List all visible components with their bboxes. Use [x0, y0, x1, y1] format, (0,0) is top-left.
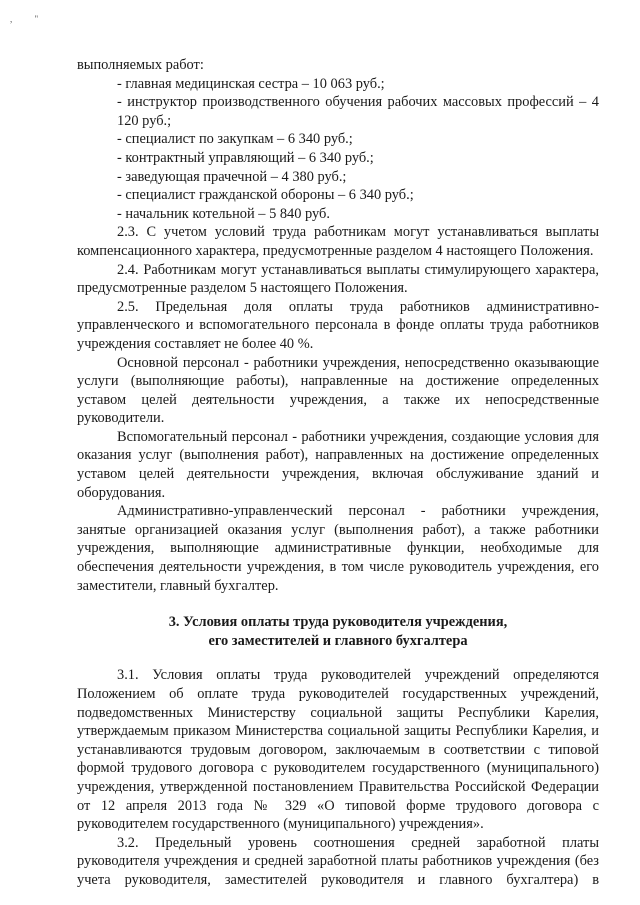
list-item: - главная медицинская сестра – 10 063 руб.;: [117, 75, 385, 92]
paragraph-2-5: 2.5. Предельная доля оплаты труда работников административно-управленческого и вспомогательного персонала в фонде оплаты труда работников учреждения составляет не более 40 %.: [77, 298, 599, 352]
paragraph-aux-staff: Вспомогательный персонал - работники учреждения, создающие условия для оказания услуг (выполнения работ), направленных на достижение определенных уставом целей деятельности учреждения, включая обслуживание зданий и оборудования.: [77, 428, 599, 501]
list-item: - специалист гражданской обороны – 6 340 руб.;: [117, 187, 414, 204]
paragraph-2-4: 2.4. Работникам могут устанавливаться выплаты стимулирующего характера, предусмотренные разделом 5 настоящего Положения.: [77, 261, 599, 297]
document-body: [77, 56, 599, 890]
list-intro: выполняемых работ:: [77, 57, 204, 73]
section-heading: [77, 613, 599, 650]
section-heading-line-1: 3. Условия оплаты труда руководителя учреждения,: [168, 614, 508, 631]
paragraph-2-3: 2.3. С учетом условий труда работникам могут устанавливаться выплаты компенсационного характера, предусмотренные разделом 4 настоящего Положения.: [77, 224, 599, 259]
paragraph-3-1: 3.1. Условия оплаты труда руководителей учреждений определяются Положением об оплате труда руководителей государственных учреждений, подведомственных Министерству социальной защиты Республики Карелия, утверждаемым приказом Министерства социальной защиты Республики Карелия, и устанавливаются трудовым договором, заключаемым в соответствии с типовой формой трудового договора с руководителем государственного (муниципального) учреждения, утвержденной постановлением Правительства Российской Федерации от 12 апреля 2013 года № 329 «О типовой форме трудового договора с руководителем государственного (муниципального) учреждения».: [77, 667, 599, 833]
paragraph-admin-staff: Административно-управленческий персонал - работники учреждения, занятые организацией оказания услуг (выполнения работ), а также работники учреждения, выполняющие административные функции, необходимые для обеспечения деятельности учреждения, в том числе руководитель учреждения, его заместители, главный бухгалтер.: [77, 503, 599, 594]
page-edge-marks: [10, 14, 58, 24]
paragraph-main-staff: Основной персонал - работники учреждения, непосредственно оказывающие услуги (выполняющие работы), направленные на достижение определенных уставом целей деятельности учреждения, а также их непосредственные руководители.: [77, 354, 599, 427]
list-item: - инструктор производственного обучения рабочих массовых профессий – 4 120 руб.;: [117, 94, 599, 129]
scan-mark: ": [34, 14, 39, 24]
paragraph-3-2: 3.2. Предельный уровень соотношения средней заработной платы руководителя учреждения и средней заработной платы работников учреждения (без учета руководителя, заместителей руководителя и главного бухгалтера) в: [77, 834, 599, 888]
scan-mark: ,: [10, 14, 13, 24]
list-item: - специалист по закупкам – 6 340 руб.;: [117, 131, 353, 148]
section-heading-line-2: его заместителей и главного бухгалтера: [208, 632, 468, 649]
list-item: - заведующая прачечной – 4 380 руб.;: [117, 168, 347, 185]
list-item: - контрактный управляющий – 6 340 руб.;: [117, 149, 374, 166]
list-item: - начальник котельной – 5 840 руб.: [117, 205, 330, 222]
